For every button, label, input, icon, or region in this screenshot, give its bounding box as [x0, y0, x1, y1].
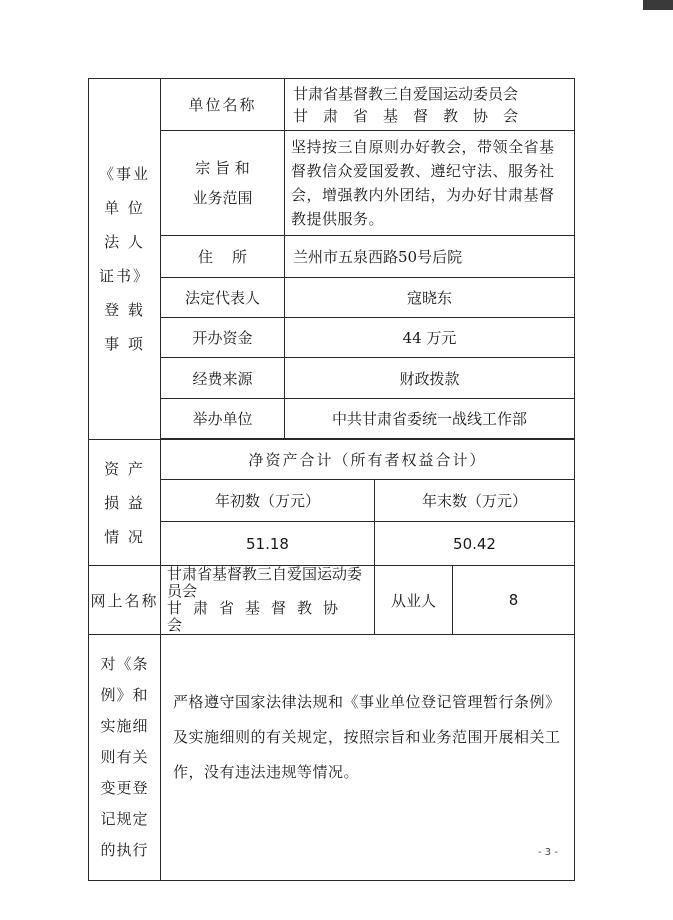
legal-rep-value: 寇晓东	[285, 278, 575, 318]
purpose-label	[161, 131, 285, 236]
online-name-line: 甘肃省基督教协会	[167, 599, 350, 634]
end-year-value: 50.42	[375, 522, 575, 566]
assets-side-title	[89, 440, 161, 566]
compliance-text: 严格遵守国家法律法规和《事业单位登记管理暂行条例》及实施细则的有关规定，按照宗旨和业务范围开展相关工作，没有违法违规等情况。	[161, 635, 575, 881]
side-title-line: 损 益	[104, 493, 145, 512]
purpose-label-line: 业务范围	[192, 189, 253, 207]
unit-name-value	[285, 79, 575, 131]
side-title-line: 例》和	[100, 686, 149, 704]
side-title-line: 变更登	[100, 779, 149, 797]
online-name-value	[161, 566, 375, 635]
address-label: 住 所	[161, 236, 285, 278]
staff-value: 8	[453, 566, 575, 635]
end-year-label: 年末数（万元）	[375, 480, 575, 522]
funding-value: 财政拨款	[285, 358, 575, 399]
begin-year-label: 年初数（万元）	[161, 480, 375, 522]
side-title-line: 的执行	[100, 841, 149, 859]
capital-value: 44 万元	[285, 318, 575, 358]
side-title-line: 《事业	[98, 165, 150, 183]
funding-label: 经费来源	[161, 358, 285, 399]
purpose-label-line: 宗 旨 和	[195, 159, 250, 177]
side-title-line: 则有关	[100, 748, 149, 766]
legal-rep-label: 法定代表人	[161, 278, 285, 318]
side-title-line: 单 位	[104, 199, 145, 217]
page-number: - 3 -	[538, 847, 558, 858]
scan-corner-mark	[643, 0, 673, 10]
side-title-line: 登 载	[104, 301, 145, 319]
registration-table	[88, 78, 575, 881]
side-title-line: 情 况	[104, 527, 145, 546]
registration-side-title	[89, 79, 161, 440]
address-value: 兰州市五泉西路50号后院	[285, 236, 575, 278]
sponsor-label: 举办单位	[161, 399, 285, 439]
side-title-line: 实施细	[100, 717, 149, 735]
begin-year-value: 51.18	[161, 522, 375, 566]
side-title-line: 记规定	[100, 810, 149, 828]
online-name-label: 网上名称	[89, 566, 161, 635]
capital-label: 开办资金	[161, 318, 285, 358]
side-title-line: 法 人	[104, 233, 145, 251]
online-name-line: 甘肃省基督教三自爱国运动委员会	[167, 565, 363, 600]
staff-label: 从业人	[375, 566, 453, 635]
unit-name-line: 甘肃省基督教协会	[293, 106, 534, 125]
sponsor-value: 中共甘肃省委统一战线工作部	[285, 399, 575, 439]
purpose-text: 坚持按三自原则办好教会，带领全省基督教信众爱国爱教、遵纪守法、服务社会，增强教内外团结，为办好甘肃基督教提供服务。	[285, 131, 575, 236]
unit-name-line: 甘肃省基督教三自爱国运动委员会	[293, 84, 519, 103]
side-title-line: 事 项	[104, 335, 145, 353]
side-title-line: 对《条	[100, 655, 149, 673]
side-title-line: 资 产	[104, 459, 145, 478]
unit-name-label: 单位名称	[161, 79, 285, 131]
net-assets-label: 净资产合计（所有者权益合计）	[161, 440, 575, 480]
side-title-line: 证书》	[98, 267, 150, 285]
compliance-side-title	[89, 635, 161, 881]
